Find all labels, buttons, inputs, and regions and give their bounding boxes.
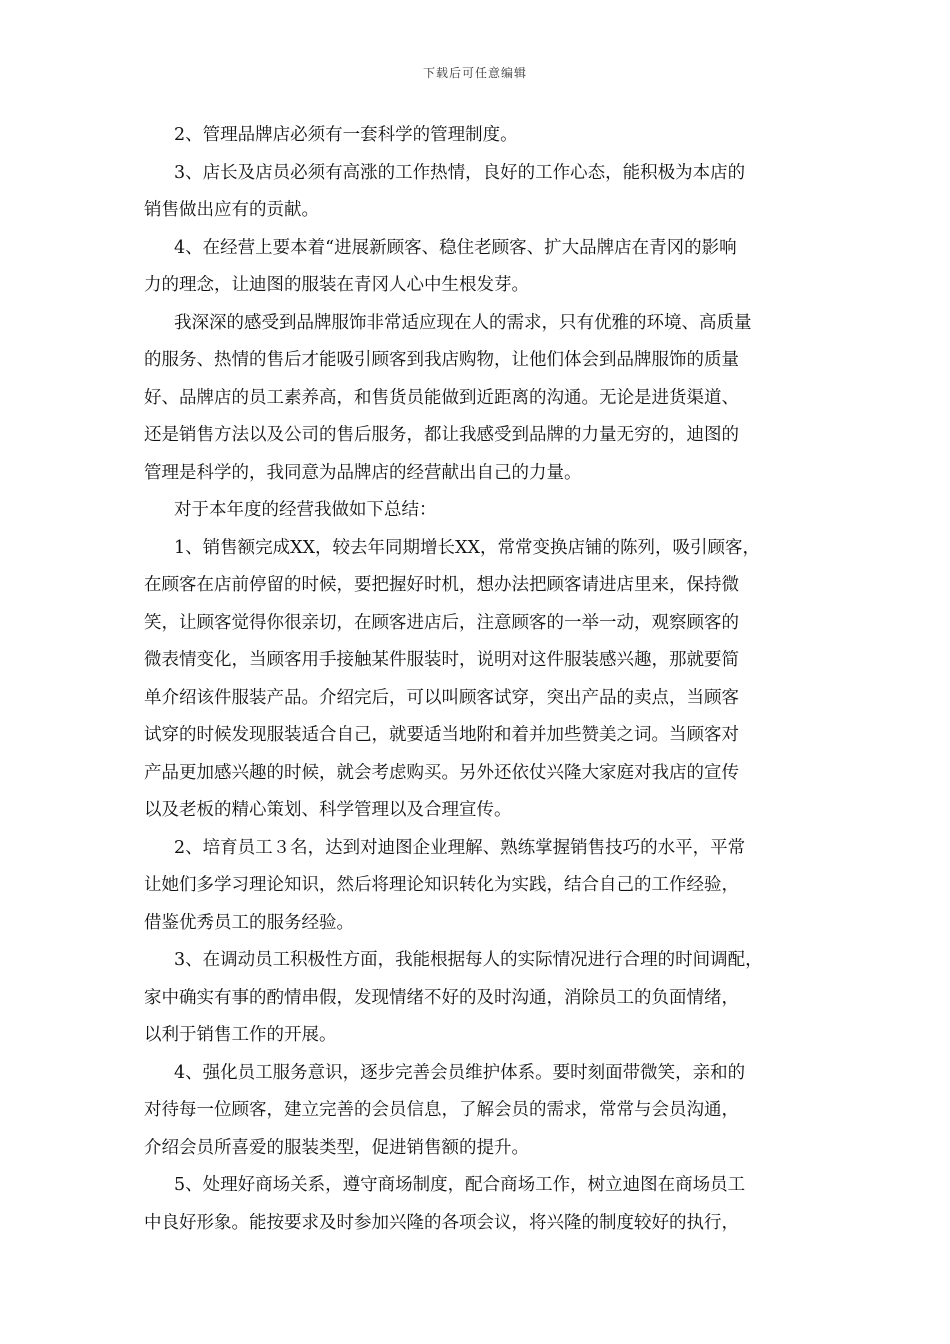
text-line: 微表情变化，当顾客用手接触某件服装时，说明对这件服装感兴趣，那就要简 [144, 650, 739, 670]
text-line: 中良好形象。能按要求及时参加兴隆的各项会议，将兴隆的制度较好的执行， [144, 1212, 739, 1233]
text-line: 3、在调动员工积极性方面，我能根据每人的实际情况进行合理的时间调配， [174, 950, 763, 970]
text-line: 2、管理品牌店必须有一套科学的管理制度。 [174, 125, 518, 145]
text-line: 对待每一位顾客，建立完善的会员信息，了解会员的需求，常常与会员沟通， [144, 1100, 739, 1120]
text-line: 我深深的感受到品牌服饰非常适应现在人的需求，只有优雅的环境、高质量 [174, 312, 752, 333]
text-line: 4、强化员工服务意识，逐步完善会员维护体系。要时刻面带微笑，亲和的 [174, 1062, 746, 1083]
text-line: 管理是科学的，我同意为品牌店的经营献出自己的力量。 [144, 462, 582, 483]
text-line: 2、培育员工３名，达到对迪图企业理解、熟练掌握销售技巧的水平，平常 [174, 837, 746, 858]
text-line: 1、销售额完成XX，较去年同期增长XX，常常变换店铺的陈列，吸引顾客， [174, 537, 760, 558]
text-line: 4、在经营上要本着“进展新顾客、稳住老顾客、扩大品牌店在青冈的影响 [174, 237, 737, 258]
text-line: 对于本年度的经营我做如下总结： [174, 500, 437, 520]
text-line: 还是销售方法以及公司的售后服务，都让我感受到品牌的力量无穷的，迪图的 [144, 425, 739, 445]
text-line: 家中确实有事的酌情串假，发现情绪不好的及时沟通，消除员工的负面情绪， [144, 987, 739, 1008]
text-line: 单介绍该件服装产品。介绍完后，可以叫顾客试穿，突出产品的卖点，当顾客 [144, 687, 739, 708]
text-line: 试穿的时候发现服装适合自己，就要适当地附和着并加些赞美之词。当顾客对 [144, 725, 739, 745]
text-line: 的服务、热情的售后才能吸引顾客到我店购物，让他们体会到品牌服饰的质量 [144, 350, 739, 370]
document-body [144, 117, 808, 1242]
text-line: 借鉴优秀员工的服务经验。 [144, 912, 354, 933]
text-line: 笑，让顾客觉得你很亲切，在顾客进店后，注意顾客的一举一动，观察顾客的 [144, 612, 739, 633]
text-line: 让她们多学习理论知识，然后将理论知识转化为实践，结合自己的工作经验， [144, 875, 739, 895]
header-note: 下载后可任意编辑 [422, 66, 527, 80]
text-line: 以利于销售工作的开展。 [144, 1025, 337, 1045]
text-line: 3、店长及店员必须有高涨的工作热情，良好的工作心态，能积极为本店的 [174, 162, 746, 183]
text-line: 销售做出应有的贡献。 [144, 200, 319, 220]
text-line: 力的理念，让迪图的服装在青冈人心中生根发芽。 [144, 275, 529, 295]
text-line: 好、品牌店的员工素养高，和售货员能做到近距离的沟通。无论是进货渠道、 [144, 387, 739, 408]
text-line: 介绍会员所喜爱的服装类型，促进销售额的提升。 [144, 1137, 529, 1158]
text-line: 在顾客在店前停留的时候，要把握好时机，想办法把顾客请进店里来，保持微 [144, 575, 739, 595]
text-line: 以及老板的精心策划、科学管理以及合理宣传。 [144, 800, 512, 820]
text-line: 5、处理好商场关系，遵守商场制度，配合商场工作，树立迪图在商场员工 [174, 1175, 746, 1195]
text-line: 产品更加感兴趣的时候，就会考虑购买。另外还依仗兴隆大家庭对我店的宣传 [144, 762, 739, 783]
